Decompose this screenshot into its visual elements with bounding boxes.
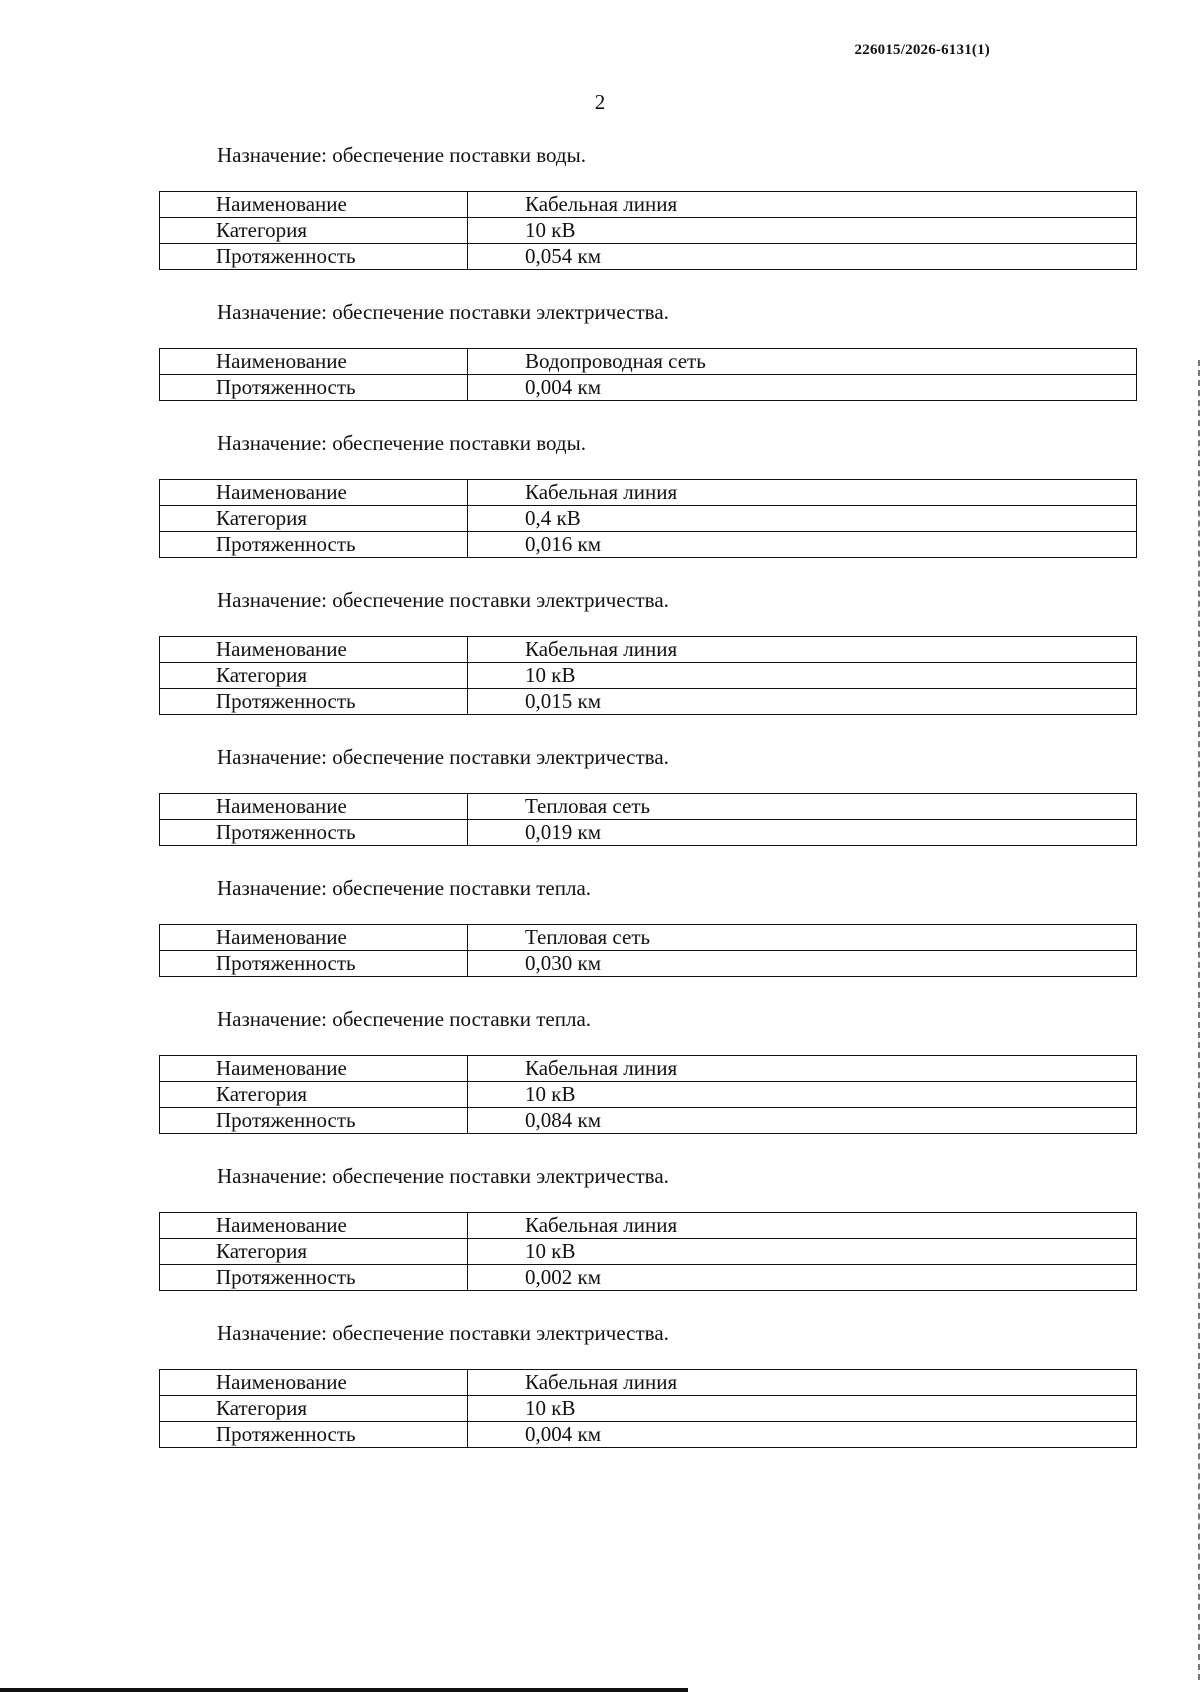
row-value: 0,004 км (468, 1422, 1137, 1448)
table-row (160, 1422, 1137, 1448)
row-value: 0,054 км (468, 244, 1137, 270)
purpose-line: Назначение: обеспечение поставки воды. (217, 143, 586, 167)
table-row (160, 218, 1137, 244)
row-label: Протяженность (160, 689, 468, 715)
table-row (160, 532, 1137, 558)
row-value: Кабельная линия (468, 1056, 1137, 1082)
row-label: Наименование (160, 1370, 468, 1396)
table-row (160, 1265, 1137, 1291)
row-value: 0,016 км (468, 532, 1137, 558)
row-value: Водопроводная сеть (468, 349, 1137, 375)
row-label: Наименование (160, 925, 468, 951)
row-value: Тепловая сеть (468, 794, 1137, 820)
purpose-line: Назначение: обеспечение поставки электричества. (217, 588, 669, 612)
row-value: Кабельная линия (468, 637, 1137, 663)
row-value: 10 кВ (468, 1239, 1137, 1265)
table-row (160, 663, 1137, 689)
row-value: 10 кВ (468, 1082, 1137, 1108)
property-table (159, 636, 1137, 715)
table-row (160, 637, 1137, 663)
page-number: 2 (594, 90, 606, 114)
row-label: Категория (160, 1239, 468, 1265)
table-row (160, 506, 1137, 532)
table-row (160, 925, 1137, 951)
purpose-line: Назначение: обеспечение поставки электричества. (217, 300, 669, 324)
row-value: 0,004 км (468, 375, 1137, 401)
property-table (159, 348, 1137, 401)
row-value: Кабельная линия (468, 1213, 1137, 1239)
table-row (160, 1396, 1137, 1422)
row-value: 0,002 км (468, 1265, 1137, 1291)
row-value: Кабельная линия (468, 1370, 1137, 1396)
row-label: Протяженность (160, 532, 468, 558)
purpose-line: Назначение: обеспечение поставки электричества. (217, 1321, 669, 1345)
row-value: 10 кВ (468, 218, 1137, 244)
row-value: 0,4 кВ (468, 506, 1137, 532)
row-value: Тепловая сеть (468, 925, 1137, 951)
table-row (160, 1056, 1137, 1082)
purpose-line: Назначение: обеспечение поставки электричества. (217, 1164, 669, 1188)
property-table (159, 479, 1137, 558)
row-value: Кабельная линия (468, 480, 1137, 506)
row-label: Наименование (160, 349, 468, 375)
scan-edge-line (0, 1688, 688, 1692)
table-row (160, 1239, 1137, 1265)
property-table (159, 793, 1137, 846)
row-label: Категория (160, 218, 468, 244)
row-value: Кабельная линия (468, 192, 1137, 218)
purpose-line: Назначение: обеспечение поставки электричества. (217, 745, 669, 769)
row-label: Наименование (160, 192, 468, 218)
row-label: Протяженность (160, 244, 468, 270)
row-label: Наименование (160, 480, 468, 506)
row-label: Протяженность (160, 375, 468, 401)
row-label: Протяженность (160, 1108, 468, 1134)
row-label: Наименование (160, 1213, 468, 1239)
property-table (159, 191, 1137, 270)
row-label: Категория (160, 1396, 468, 1422)
row-label: Категория (160, 663, 468, 689)
row-label: Наименование (160, 637, 468, 663)
table-row (160, 244, 1137, 270)
property-table (159, 1212, 1137, 1291)
row-label: Протяженность (160, 820, 468, 846)
property-table (159, 1369, 1137, 1448)
row-value: 10 кВ (468, 1396, 1137, 1422)
document-body (159, 143, 1137, 1478)
property-table (159, 924, 1137, 977)
table-row (160, 375, 1137, 401)
table-row (160, 820, 1137, 846)
row-value: 0,030 км (468, 951, 1137, 977)
row-value: 0,019 км (468, 820, 1137, 846)
purpose-line: Назначение: обеспечение поставки тепла. (217, 1007, 592, 1031)
table-row (160, 1213, 1137, 1239)
row-label: Категория (160, 1082, 468, 1108)
table-row (160, 192, 1137, 218)
document-number: 226015/2026-6131(1) (854, 42, 990, 58)
purpose-line: Назначение: обеспечение поставки тепла. (217, 876, 592, 900)
table-row (160, 689, 1137, 715)
table-row (160, 951, 1137, 977)
table-row (160, 349, 1137, 375)
row-label: Категория (160, 506, 468, 532)
row-value: 0,015 км (468, 689, 1137, 715)
table-row (160, 480, 1137, 506)
row-label: Протяженность (160, 1422, 468, 1448)
table-row (160, 794, 1137, 820)
table-row (160, 1082, 1137, 1108)
row-label: Протяженность (160, 951, 468, 977)
scan-edge-right (1196, 360, 1200, 1680)
row-label: Наименование (160, 1056, 468, 1082)
purpose-line: Назначение: обеспечение поставки воды. (217, 431, 586, 455)
table-row (160, 1370, 1137, 1396)
property-table (159, 1055, 1137, 1134)
row-label: Протяженность (160, 1265, 468, 1291)
table-row (160, 1108, 1137, 1134)
row-value: 10 кВ (468, 663, 1137, 689)
row-value: 0,084 км (468, 1108, 1137, 1134)
row-label: Наименование (160, 794, 468, 820)
